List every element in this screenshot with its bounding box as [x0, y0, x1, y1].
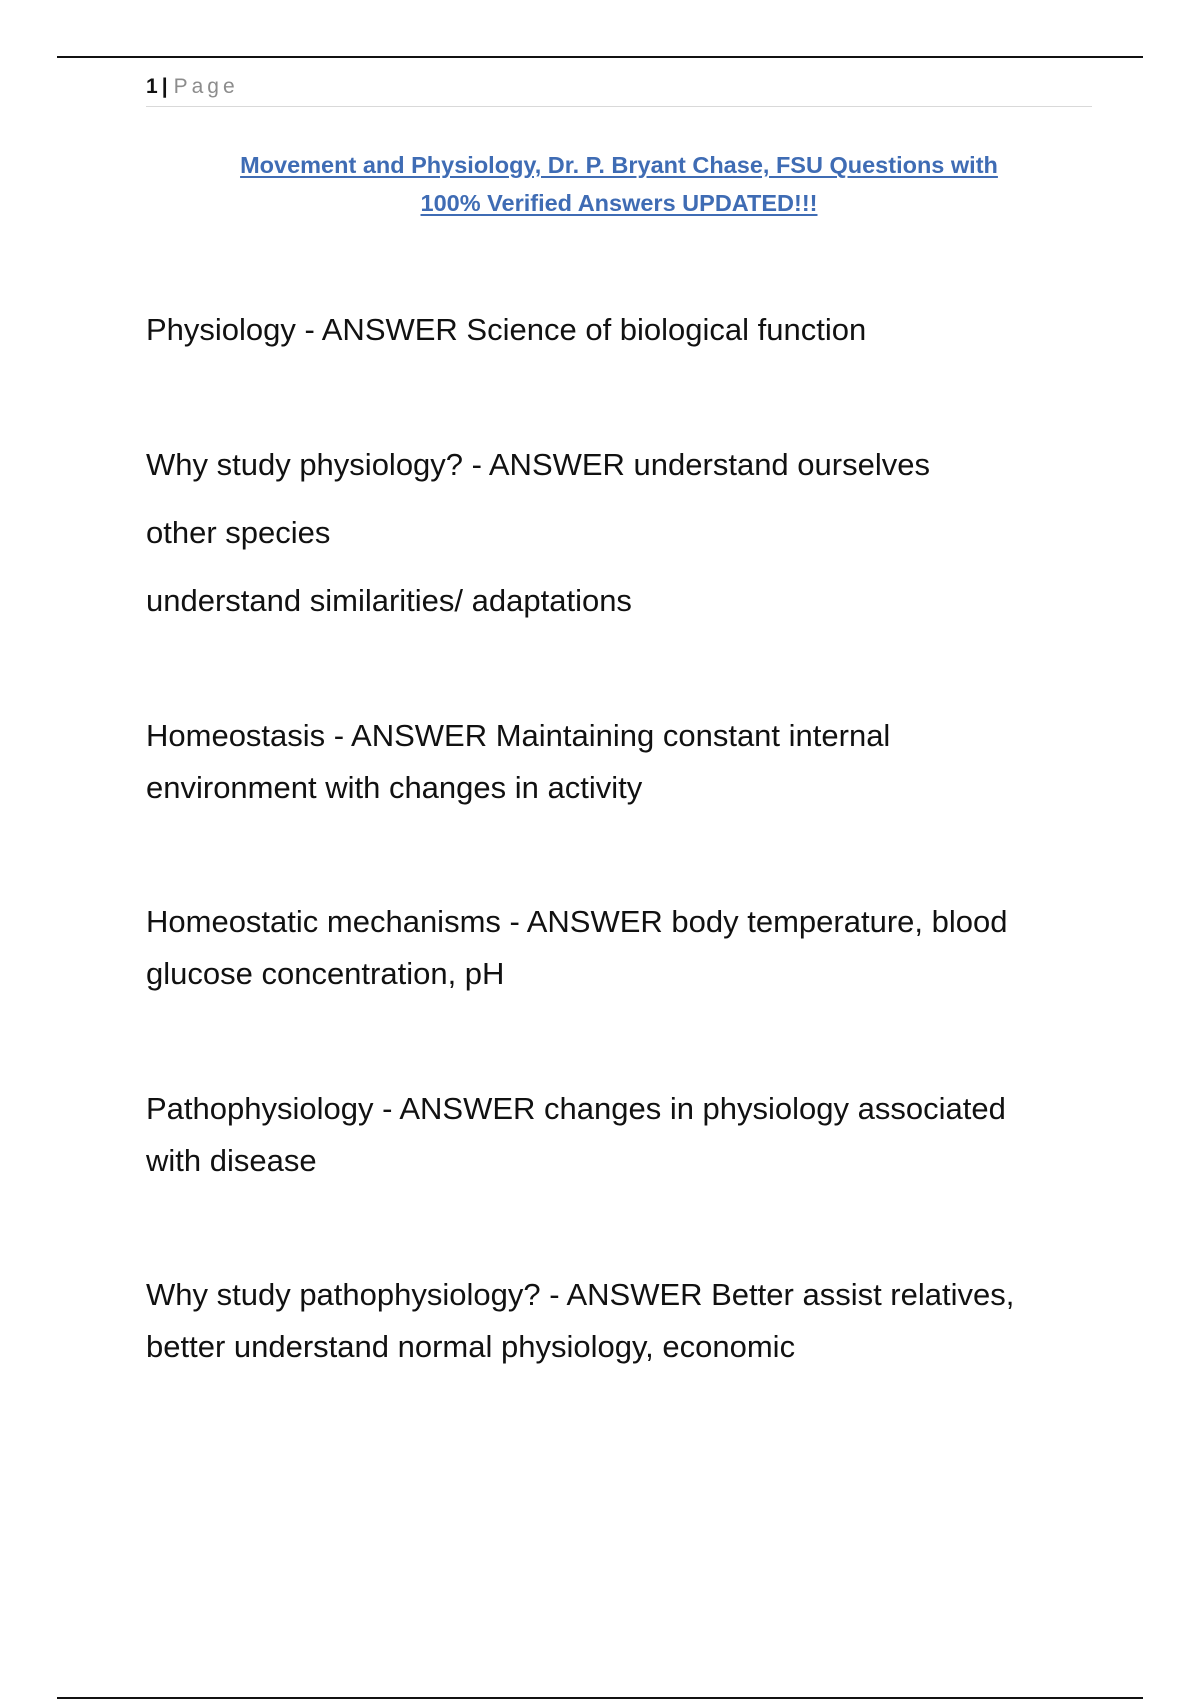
qa-entry-why-study-physiology	[146, 431, 1092, 635]
top-border-line	[57, 56, 1143, 58]
qa-entry-homeostatic-mechanisms	[146, 896, 1092, 1000]
qa-line: Why study pathophysiology? - ANSWER Better assist relatives,	[146, 1277, 1015, 1312]
qa-line: Homeostasis - ANSWER Maintaining constant internal	[146, 718, 891, 753]
page-number: 1	[146, 75, 158, 98]
qa-line: Physiology - ANSWER Science of biological function	[146, 312, 867, 347]
qa-line: Why study physiology? - ANSWER understand ourselves	[146, 447, 930, 482]
page-separator: |	[161, 75, 168, 98]
qa-entry-pathophysiology	[146, 1083, 1092, 1187]
qa-entry-homeostasis	[146, 710, 1092, 814]
qa-line: understand similarities/ adaptations	[146, 583, 632, 618]
qa-line: Pathophysiology - ANSWER changes in physiology associated	[146, 1091, 1006, 1126]
qa-line: environment with changes in activity	[146, 770, 643, 805]
qa-line: other species	[146, 515, 331, 550]
qa-line: glucose concentration, pH	[146, 956, 505, 991]
qa-line: with disease	[146, 1143, 317, 1178]
bottom-border-line	[57, 1697, 1143, 1699]
qa-entry-physiology	[146, 304, 1092, 356]
qa-line: better understand normal physiology, economic	[146, 1329, 796, 1364]
document-title-line-1[interactable]: Movement and Physiology, Dr. P. Bryant Chase, FSU Questions with	[240, 152, 998, 178]
page-header	[146, 72, 1092, 107]
qa-line: Homeostatic mechanisms - ANSWER body temperature, blood	[146, 904, 1008, 939]
page-label: Page	[173, 75, 239, 98]
document-title[interactable]	[146, 146, 1092, 222]
qa-entry-why-study-pathophysiology	[146, 1269, 1092, 1373]
document-title-line-2[interactable]: 100% Verified Answers UPDATED!!!	[420, 190, 818, 216]
